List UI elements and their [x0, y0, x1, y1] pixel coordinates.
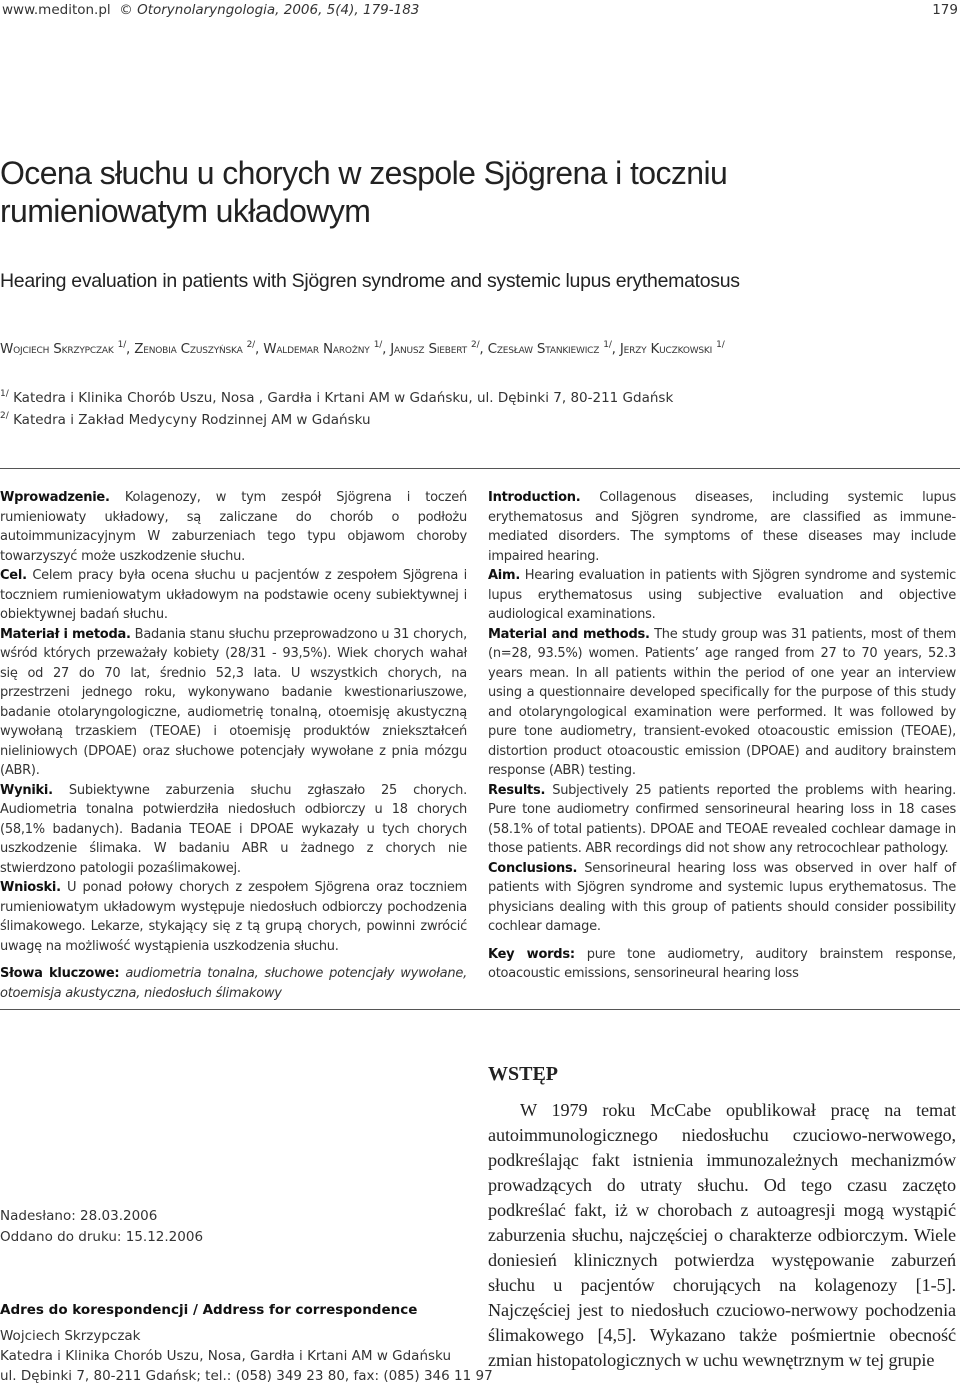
site-url[interactable]: www.mediton.pl	[2, 2, 111, 18]
received-date: Nadesłano: 28.03.2006	[0, 1208, 158, 1224]
abstract-pl-section	[0, 878, 467, 956]
author-name: Janusz Siebert	[390, 341, 467, 357]
affiliation-1	[0, 389, 955, 407]
section-label: Wnioski.	[0, 880, 61, 895]
journal-citation: Otorynolaryngologia, 2006, 5(4), 179-183	[137, 2, 420, 18]
correspondence-heading: Adres do korespondencji / Address for correspondence	[0, 1302, 418, 1318]
keywords-text: audiometria tonalna, słuchowe potencjały wywołane, otoemisja akustyczna, niedosłuch ślimakowy	[0, 966, 467, 1001]
author-affiliation-mark: 2/	[471, 340, 480, 350]
author-affiliation-mark: 1/	[603, 340, 612, 350]
section-text: Kolagenozy, w tym zespół Sjögrena i toczeń rumieniowaty układowy, są zaliczane do chorób o podłożu autoimmunizacyjnym W zaburzeniach tego typu objawom choroby towarzyszyć może uszkodzenie słuchu.	[0, 490, 467, 564]
section-label: Aim.	[488, 568, 521, 583]
section-label: Wprowadzenie.	[0, 490, 110, 505]
header-left	[2, 2, 419, 18]
section-text: Collagenous diseases, including systemic lupus erythematosus and Sjögren syndrome, are classified as immune-mediated disorders. The symptoms of these diseases may include impaired hearing.	[488, 490, 957, 564]
section-text: U ponad połowy chorych z zespołem Sjögrena oraz toczniem rumieniowatym układowym występuje niedosłuch odbiorczy pochodzenia ślimakowego. Lekarze, stykający się z tą grupą chorych, powinni zwrócić uwagę na możliwość wystąpienia uszkodzenia słuchu.	[0, 880, 467, 954]
section-label: Materiał i metoda.	[0, 626, 131, 642]
abstract-english	[488, 488, 956, 984]
abstract-pl-section	[0, 566, 467, 625]
author-name: Wojciech Skrzypczak	[0, 341, 114, 357]
author-name: Zenobia Czuszyńska	[134, 341, 243, 357]
affiliation-mark: 1/	[0, 389, 9, 399]
keywords-polish	[0, 964, 467, 1003]
section-text: Hearing evaluation in patients with Sjögren syndrome and systemic lupus erythematosus using subjective evaluation and objective audiological examinations.	[488, 568, 956, 622]
section-label: Material and methods.	[488, 626, 650, 642]
title-polish-line-1: Ocena słuchu u chorych w zespole Sjögrena i toczniu	[0, 155, 728, 191]
intro-heading: WSTĘP	[488, 1063, 559, 1085]
section-text: Sensorineural hearing loss was observed in over half of patients with Sjögren syndrome and systemic lupus erythematosus. The physicians dealing with this group of patients should consider possibility cochlear damage.	[488, 860, 956, 934]
author-affiliation-mark: 2/	[246, 340, 256, 350]
affiliation-2	[0, 411, 955, 429]
author-list: Wojciech Skrzypczak $^{1/}$, Zenobia Czuszyńska $^{2/}$, Waldemar Narożny $^{1/}$, Janusz Siebert $^{2/}$, Czesław Stankiewicz $^{1/}$, Jerzy Kuczkowski $^{1/}$	[0, 340, 725, 357]
copyright-symbol: ©	[119, 2, 133, 18]
page-number: 179	[932, 2, 958, 18]
section-text: Badania stanu słuchu przeprowadzono u 31 chorych, wśród których przeważały kobiety (28/31 - 93,5%). Wiek chorych wahał się od 27 do 70 lat, średnio 52,3 lata. U wszystkich chorych, na przestrzeni jednego roku, wykonywano badanie kwestionariuszowe, badanie otolaryngologiczne, audiometrię tonalną, otoemisję akustyczną wywołaną trzaskiem (TEOAE) i otoemisję produktów zniekształceń nieliniowych (DPOAE) oraz słuchowe potencjały wywołane z pnia mózgu (ABR).	[0, 626, 467, 778]
keywords-label: Słowa kluczowe:	[0, 966, 120, 981]
keywords-text: pure tone audiometry, auditory brainstem response, otoacoustic emissions, sensorineural hearing loss	[488, 946, 956, 981]
correspondence-address	[0, 1326, 493, 1386]
author-affiliation-mark: 1/	[373, 340, 383, 350]
abstract-en-section	[488, 488, 956, 566]
section-text: Subiektywne zaburzenia słuchu zgłaszało 25 chorych. Audiometria tonalna potwierdziła niedosłuch odbiorczy u 18 chorych (58,1% badanych). Badania TEOAE i DPOAE wykazały u tych chorych uszkodzenie ślimaka. W badaniu ABR u żadnego z chorych nie stwierdzono patologii pozaślimakowej.	[0, 782, 467, 876]
abstract-en-section	[488, 781, 956, 859]
divider-top	[0, 468, 960, 469]
accepted-date: Oddano do druku: 15.12.2006	[0, 1229, 204, 1245]
section-label: Results.	[488, 782, 546, 798]
keywords-label: Key words:	[488, 946, 575, 962]
keywords-english	[488, 945, 956, 984]
author-name: Waldemar Narożny	[263, 341, 370, 357]
intro-body	[488, 1098, 956, 1373]
abstract-en-section	[488, 625, 956, 781]
section-label: Cel.	[0, 568, 27, 583]
section-label: Wyniki.	[0, 782, 53, 798]
abstract-pl-section	[0, 625, 467, 781]
abstract-polish	[0, 488, 467, 1003]
intro-text: W 1979 roku McCabe opublikował pracę na temat autoimmunologicznego niedosłuchu czuciowo-nerwowego, podkreślając fakt istnienia immunozależnych mechanizmów prowadzących do utraty słuchu. Od tego czasu zaczęto podkreślać fakt, iż w chorobach z autoagresji mogą wystąpić zaburzenia słuchu, najczęściej o charakterze odbiorczym. Wiele doniesień klinicznych potwierdza występowanie zaburzeń słuchu u pacjentów chorujących na kolagenozy [1-5]. Najczęściej jest to niedosłuch czuciowo-nerwowy pochodzenia ślimakowego [4,5]. Wykazano także pośmiertnie obecność zmian histopatologicznych w uchu wewnętrznym w tej grupie	[488, 1100, 956, 1370]
section-text: Subjectively 25 patients reported the problems with hearing. Pure tone audiometry confirmed sensorineural hearing loss in 18 cases (58.1% of total patients). DPOAE and TEOAE revealed cochlear damage in those patients. ABR recordings did not show any retrocochlear pathology.	[488, 782, 956, 856]
abstract-pl-section	[0, 781, 467, 879]
affiliation-mark: 2/	[0, 411, 9, 421]
affiliation-text: Katedra i Klinika Chorób Uszu, Nosa , Gardła i Krtani AM w Gdańsku, ul. Dębinki 7, 80-211 Gdańsk	[13, 390, 674, 406]
correspondence-line: Katedra i Klinika Chorób Uszu, Nosa, Gardła i Krtani AM w Gdańsku	[0, 1348, 452, 1364]
section-text: The study group was 31 patients, most of them (n=28, 93.5%) women. Patients’ age ranged from 27 to 70 years, 52.3 years mean. In all patients within the period of one year an interview using a questionnaire developed specifically for the purpose of this study and otolaryngological examination were performed. It was followed by pure tone audiometry, transient-evoked otoacoustic emission (TEOAE), distortion product otoacoustic emission (DPOAE) and auditory brainstem response (ABR) testing.	[488, 626, 956, 778]
title-english: Hearing evaluation in patients with Sjögren syndrome and systemic lupus erythematosus	[0, 270, 740, 292]
section-label: Conclusions.	[488, 860, 578, 876]
title-polish	[0, 154, 955, 230]
section-text: Celem pracy była ocena słuchu u pacjentów z zespołem Sjögrena i toczniem rumieniowatym układowym na podstawie oceny subiektywnej i obiektywnej badań słuchu.	[0, 568, 467, 622]
abstract-en-section	[488, 566, 956, 625]
section-label: Introduction.	[488, 490, 581, 505]
affiliation-text: Katedra i Zakład Medycyny Rodzinnej AM w Gdańsku	[13, 412, 371, 428]
author-affiliation-mark: 1/	[117, 340, 127, 350]
divider-bottom	[0, 1009, 960, 1010]
correspondence-line: ul. Dębinki 7, 80-211 Gdańsk; tel.: (058) 349 23 80, fax: (085) 346 11 97	[0, 1368, 493, 1384]
author-name: Jerzy Kuczkowski	[619, 341, 713, 357]
submission-dates	[0, 1206, 203, 1248]
running-header	[0, 0, 960, 22]
correspondence-line: Wojciech Skrzypczak	[0, 1328, 141, 1344]
title-polish-line-2: rumieniowatym układowym	[0, 193, 371, 229]
abstract-en-section	[488, 859, 956, 937]
author-name: Czesław Stankiewicz	[487, 341, 600, 357]
author-affiliation-mark: 1/	[716, 340, 725, 350]
abstract-pl-section	[0, 488, 467, 566]
